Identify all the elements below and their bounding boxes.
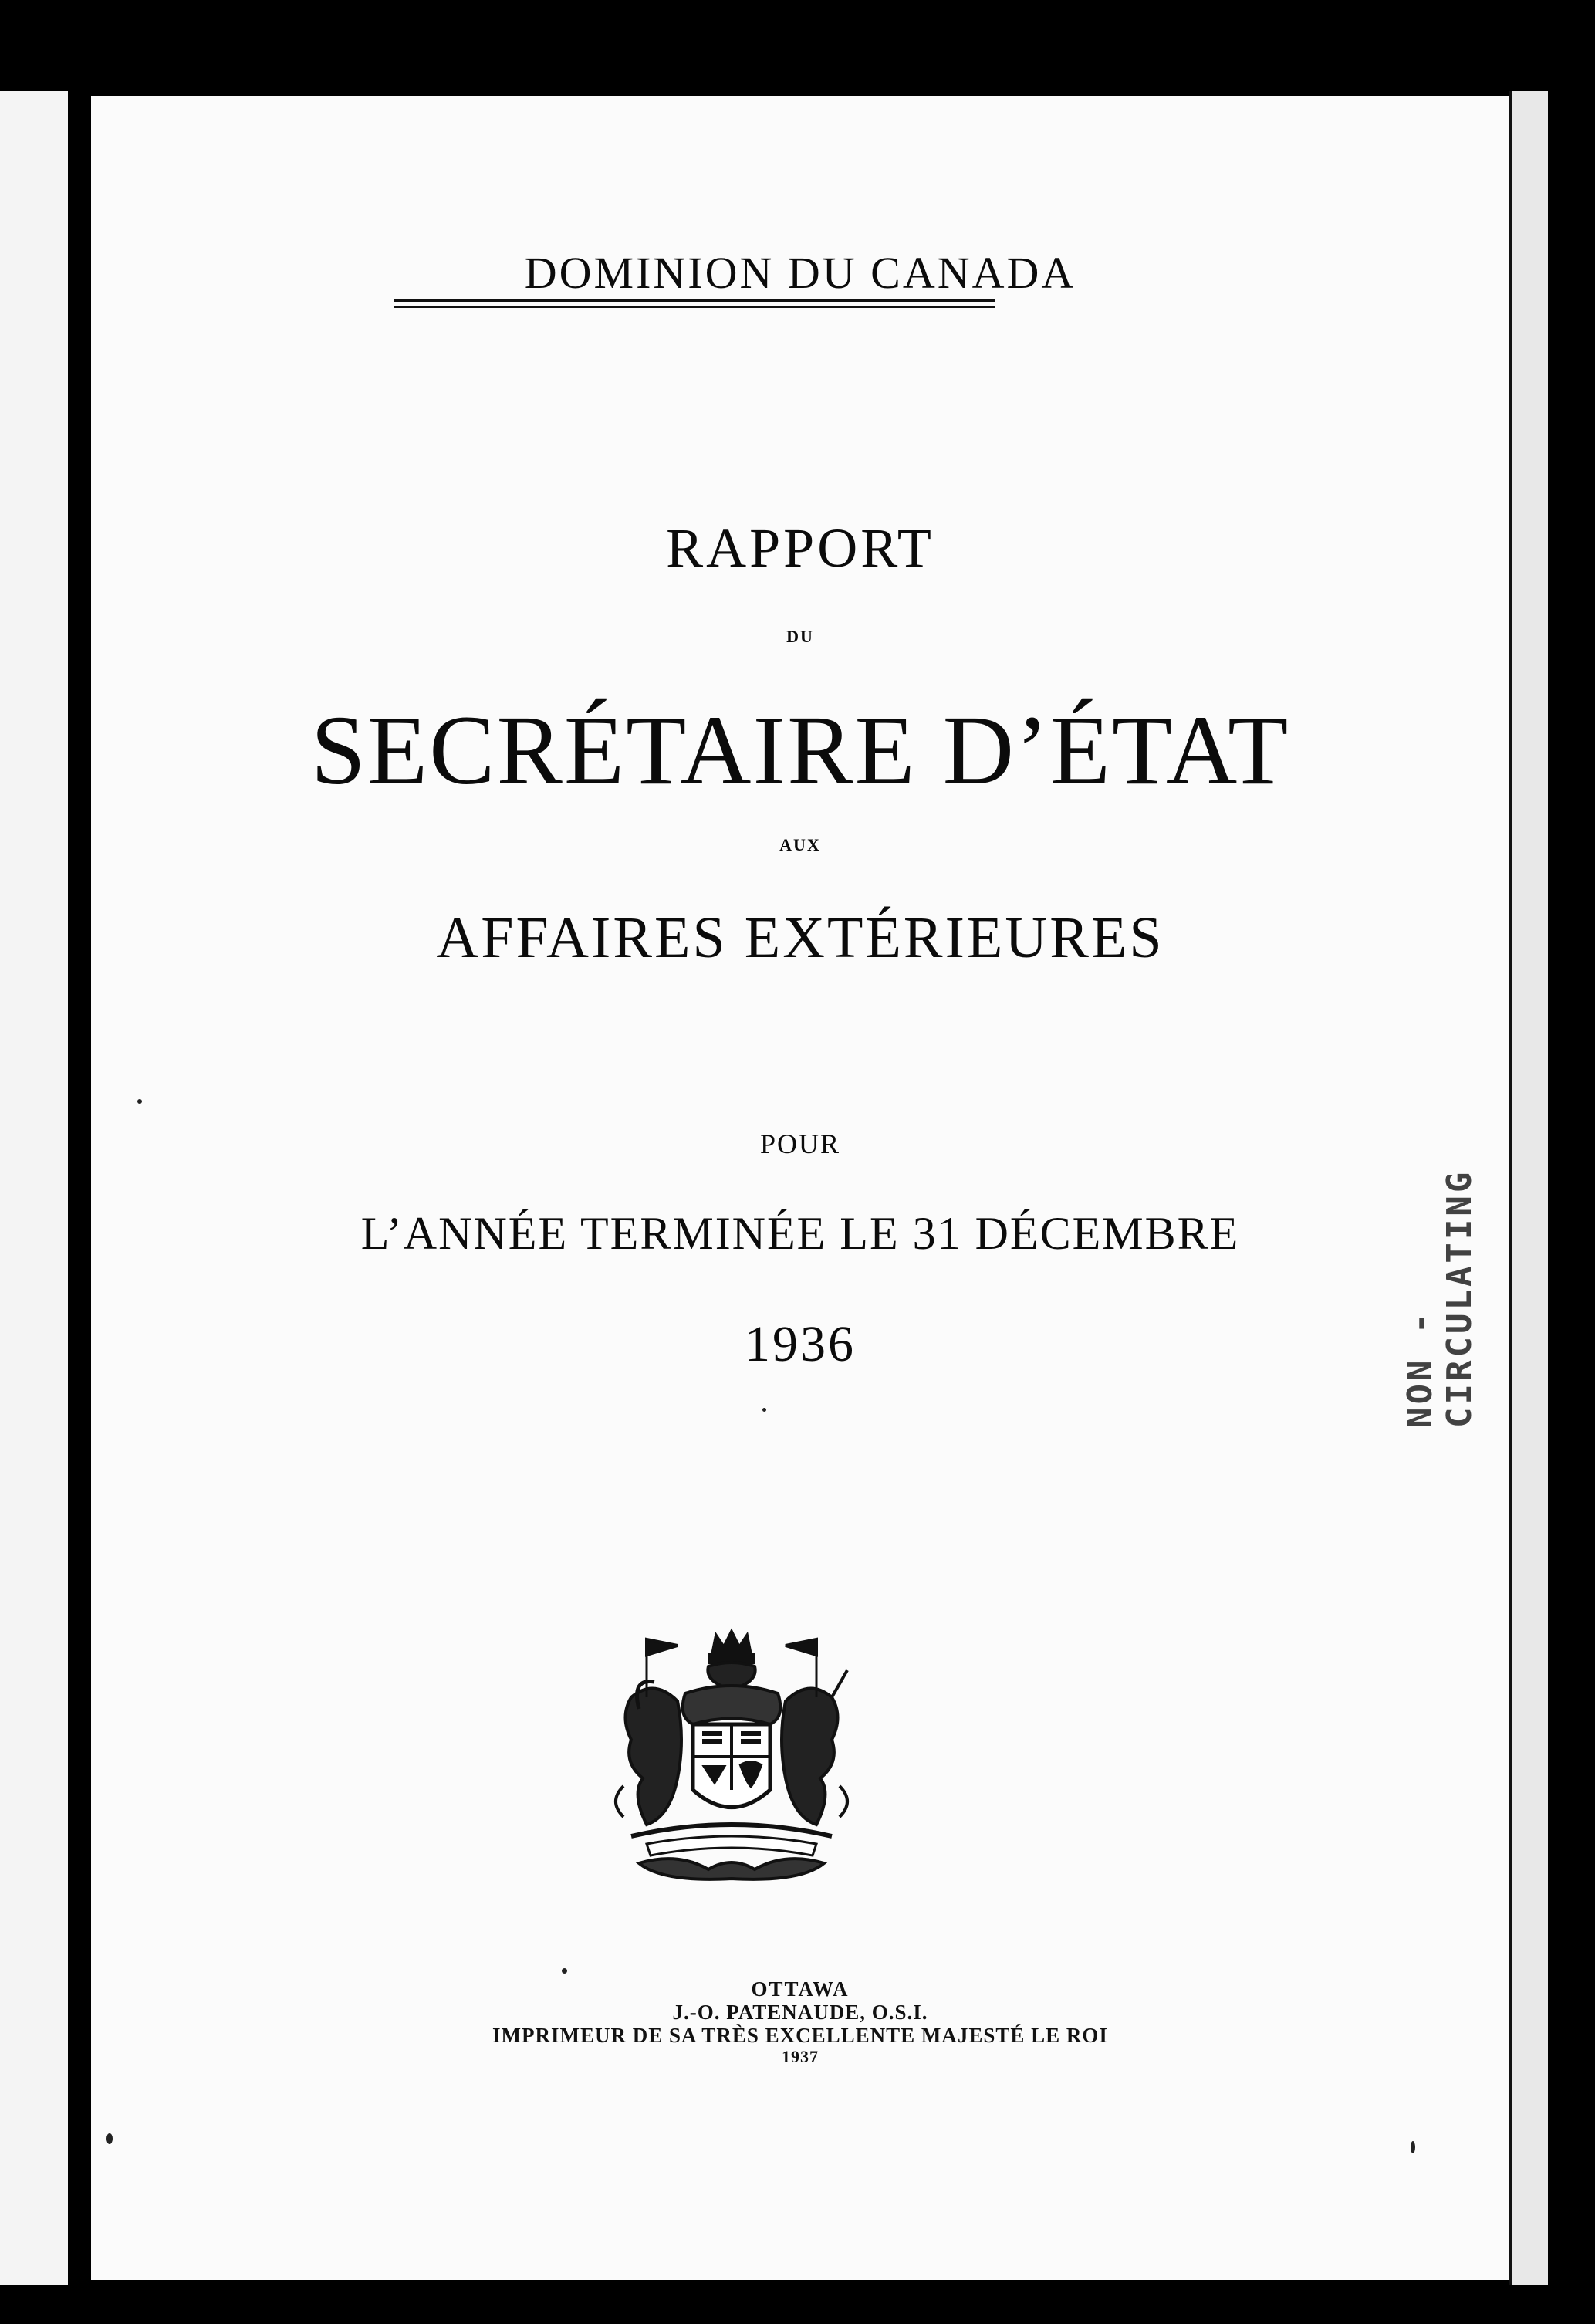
coat-of-arms-of-canada-icon	[600, 1624, 863, 1886]
scan-speck	[106, 2133, 113, 2144]
title-aux: AUX	[779, 835, 821, 854]
scan-speck	[562, 1968, 567, 1974]
title-rapport: RAPPORT	[666, 517, 934, 579]
scan-speck	[137, 1099, 142, 1104]
margin-stamp: NON - CIRCULATING	[1401, 1169, 1479, 1428]
header-double-rule	[394, 299, 995, 308]
title-period: L’ANNÉE TERMINÉE LE 31 DÉCEMBRE	[360, 1208, 1240, 1259]
binding-gutter	[68, 91, 91, 2287]
title-page	[91, 96, 1509, 2280]
imprint-city: OTTAWA	[751, 1977, 850, 2001]
scan-speck	[1411, 2141, 1415, 2153]
title-secretaire-detat: SECRÉTAIRE D’ÉTAT	[310, 695, 1290, 805]
scan-right-border	[1548, 91, 1595, 2287]
imprint-printer: J.-O. PATENAUDE, O.S.I.	[672, 2001, 928, 2024]
title-year: 1936	[745, 1316, 856, 1372]
imprint-year: 1937	[782, 2047, 819, 2066]
title-affaires-exterieures: AFFAIRES EXTÉRIEURES	[436, 905, 1164, 970]
scan-speck	[762, 1408, 766, 1412]
right-page-edge	[1509, 91, 1550, 2287]
adjacent-page-edge	[0, 91, 68, 2287]
scan-top-border	[0, 0, 1595, 93]
title-pour: POUR	[759, 1128, 841, 1159]
scan-bottom-border	[0, 2285, 1595, 2324]
imprint-title: IMPRIMEUR DE SA TRÈS EXCELLENTE MAJESTÉ LE ROI	[492, 2024, 1108, 2047]
header-dominion: DOMINION DU CANADA	[524, 248, 1076, 298]
title-du: DU	[786, 627, 814, 646]
